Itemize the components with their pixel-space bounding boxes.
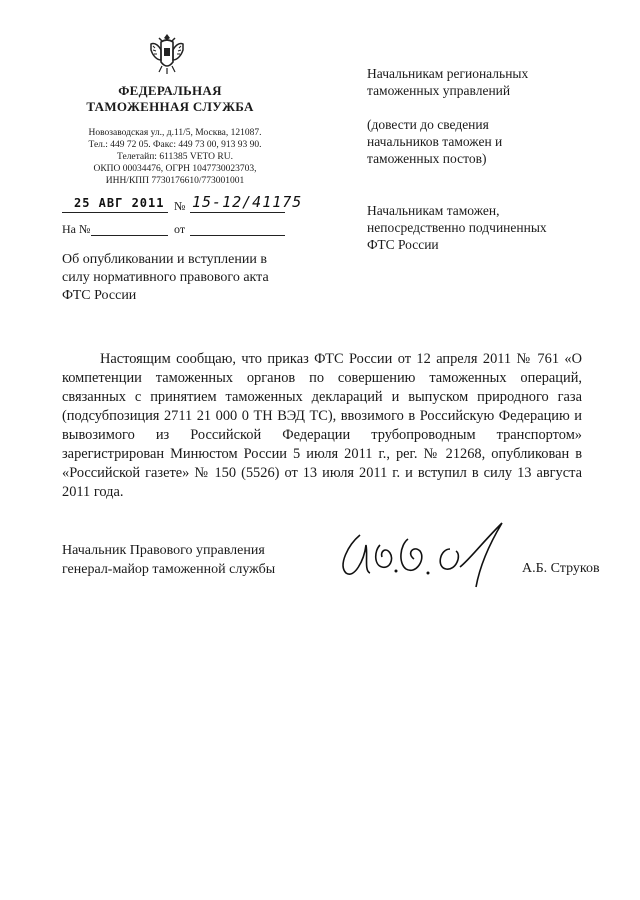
position-line2: генерал-майор таможенной службы bbox=[62, 562, 276, 577]
signatory-name: А.Б. Струков bbox=[522, 561, 600, 576]
subject-line2: силу нормативного правового акта bbox=[62, 270, 269, 285]
document-date: 25 АВГ 2011 bbox=[74, 196, 165, 210]
letter-body bbox=[62, 350, 582, 502]
teletype-line: Телетайп: 611385 VETO RU. bbox=[117, 152, 233, 162]
recipient-1-note1: (довести до сведения bbox=[367, 117, 489, 132]
recipient-2-line1: Начальникам таможен, bbox=[367, 203, 500, 218]
handwritten-signature bbox=[330, 515, 525, 595]
subject bbox=[62, 251, 292, 305]
ref-underline bbox=[91, 235, 168, 236]
org-name-line1: ФЕДЕРАЛЬНАЯ bbox=[118, 83, 222, 98]
recipient-1-line2: таможенных управлений bbox=[367, 83, 511, 98]
signatory-position bbox=[62, 541, 275, 579]
ref-label: На № bbox=[62, 222, 91, 236]
body-paragraph: Настоящим сообщаю, что приказ ФТС России от 12 апреля 2011 № 761 «О компетенции таможенных органов по совершению таможенных операций, связанных с принятием таможенных деклараций и выпуском природного газа (подсубпозиция 2711 21 000 0 ТН ВЭД ТС), ввозимого в Российскую Федерацию и вывозимого из Российской Федерации трубопроводным транспортом» зарегистрирован Минюстом России 5 июля 2011 г., рег. № 21268, опубликован в «Российской газете» № 150 (5526) от 13 июля 2011 г. и вступил в силу 13 августа 2011 года. bbox=[62, 351, 582, 500]
recipient-2-line2: непосредственно подчиненных bbox=[367, 220, 547, 235]
position-line1: Начальник Правового управления bbox=[62, 543, 265, 558]
phones-line: Тел.: 449 72 05. Факс: 449 73 00, 913 93 90. bbox=[88, 140, 262, 150]
subject-line1: Об опубликовании и вступлении в bbox=[62, 252, 267, 267]
inn-line: ИНН/КПП 7730176610/773001001 bbox=[105, 176, 245, 186]
recipient-block-2 bbox=[367, 202, 607, 253]
recipient-1-line1: Начальникам региональных bbox=[367, 66, 529, 81]
from-label: от bbox=[174, 222, 186, 236]
recipient-2-line3: ФТС России bbox=[367, 237, 439, 252]
address-line: Новозаводская ул., д.11/5, Москва, 121087. bbox=[88, 128, 262, 138]
coat-of-arms-icon bbox=[147, 30, 187, 76]
number-label: № bbox=[174, 199, 186, 213]
recipient-1-note2: начальников таможен и bbox=[367, 134, 503, 149]
recipient-1-note3: таможенных постов) bbox=[367, 151, 487, 166]
recipient-block-1 bbox=[367, 65, 607, 167]
date-underline bbox=[62, 212, 168, 213]
okpo-line: ОКПО 00034476, ОГРН 1047730023703, bbox=[93, 164, 257, 174]
document-number: 15-12/41175 bbox=[192, 193, 303, 211]
org-name-line2: ТАМОЖЕННАЯ СЛУЖБА bbox=[86, 99, 254, 114]
from-underline bbox=[190, 235, 285, 236]
subject-line3: ФТС России bbox=[62, 288, 137, 303]
number-underline bbox=[190, 212, 285, 213]
